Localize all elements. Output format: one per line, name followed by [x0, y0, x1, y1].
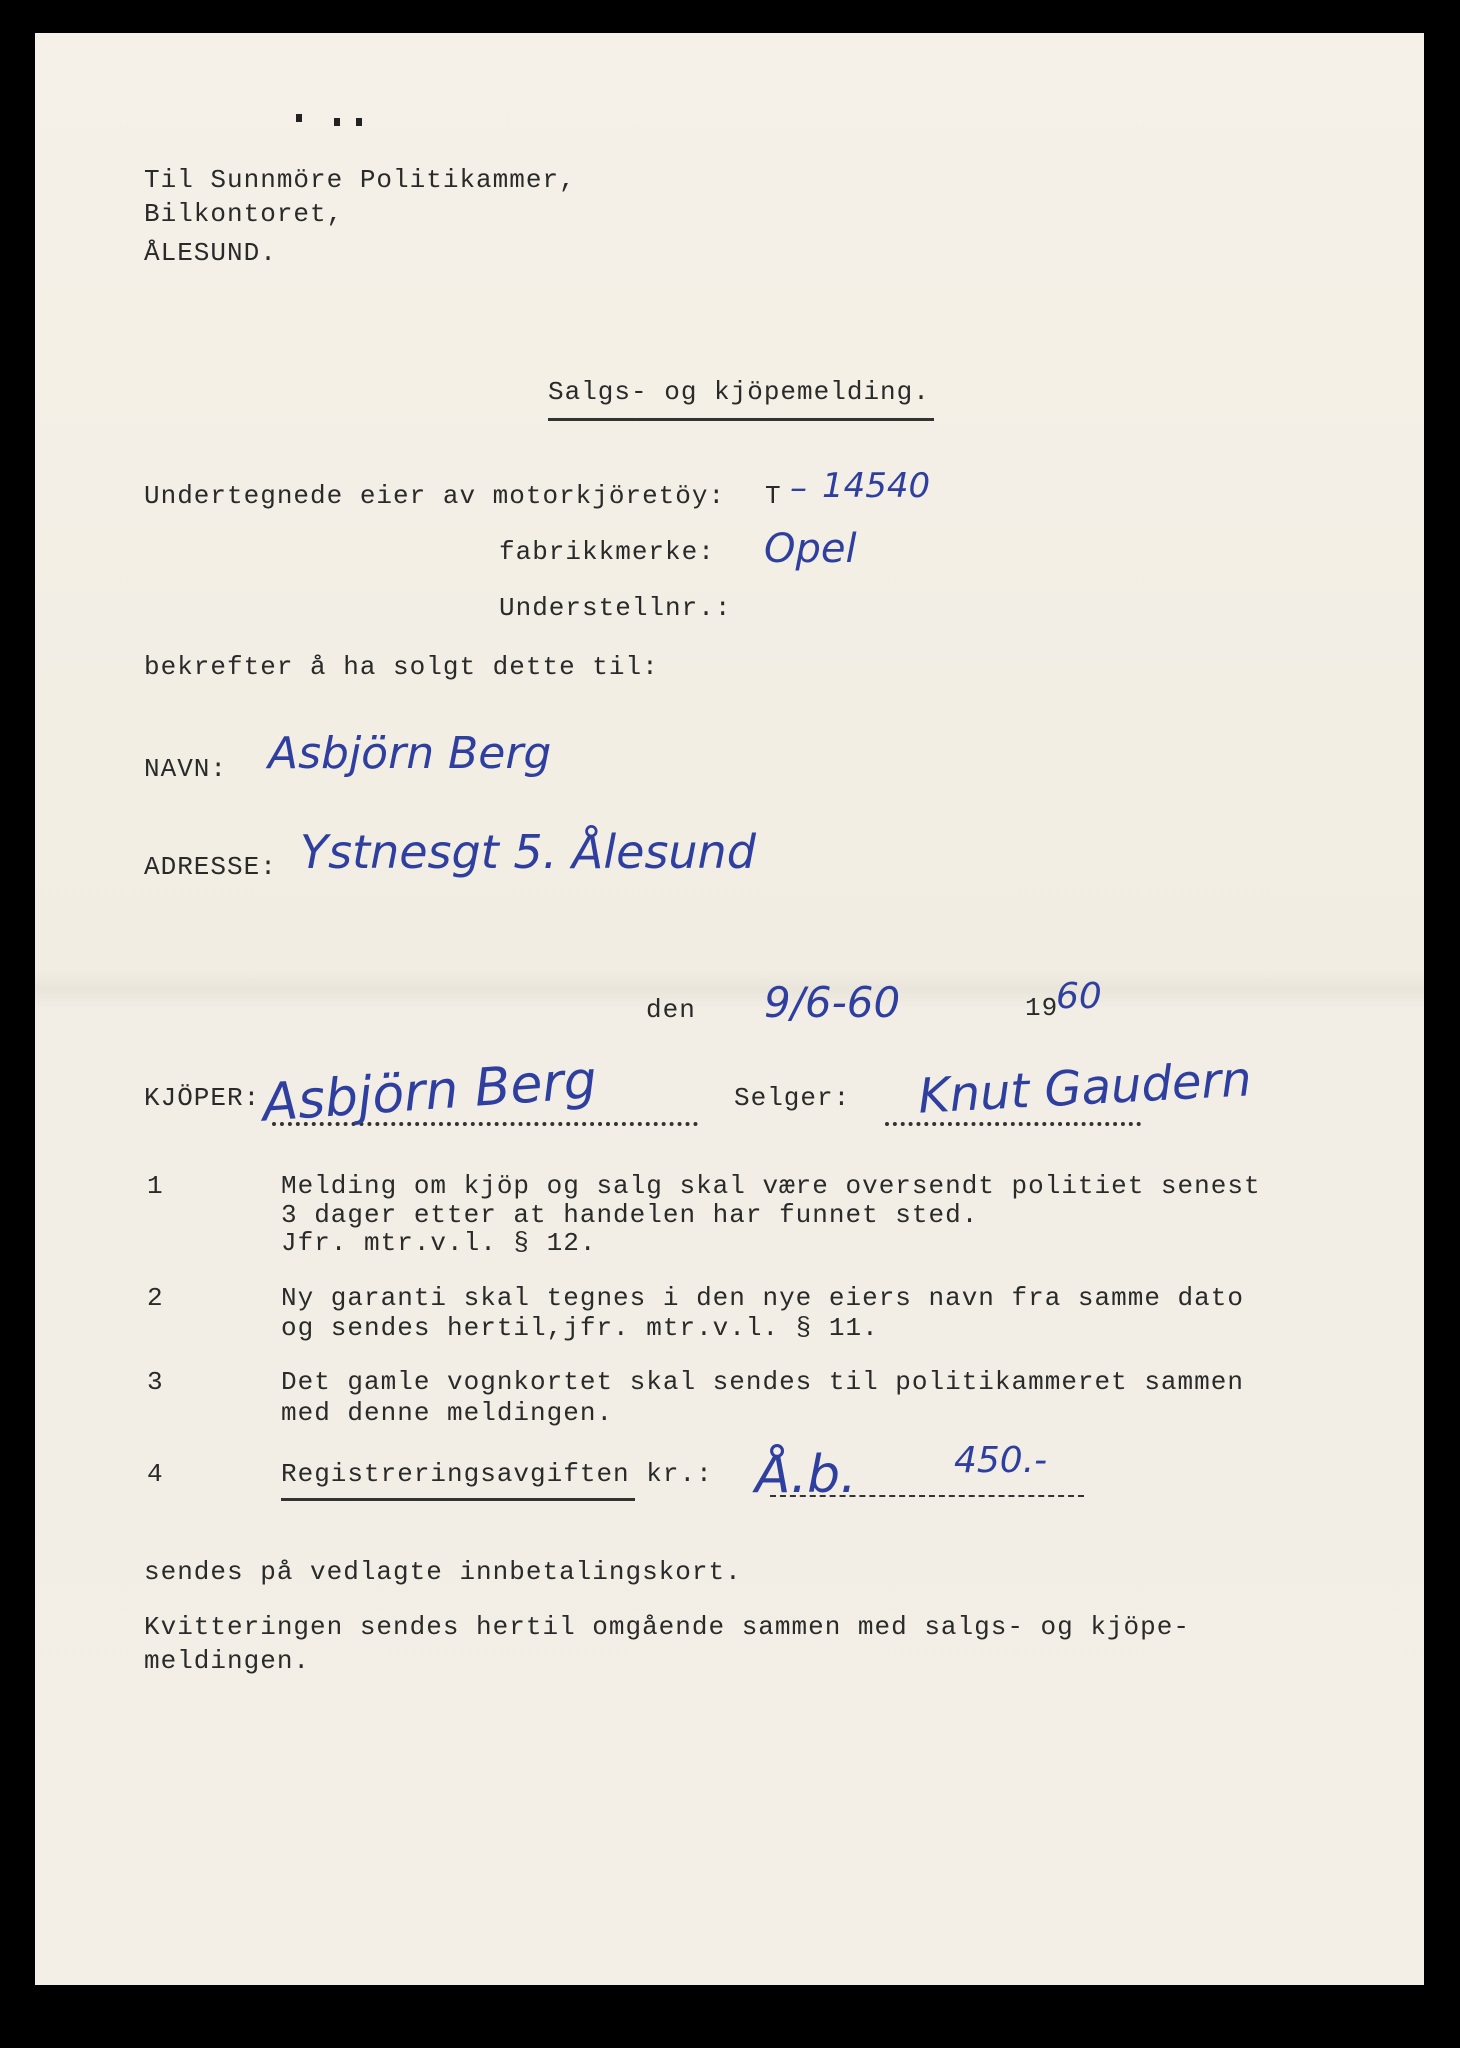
confirm-text: bekrefter å ha solgt dette til:: [144, 652, 659, 682]
rule-number: 4: [147, 1459, 164, 1489]
document-page: [35, 33, 1424, 1985]
recipient-line-1: Til Sunnmöre Politikammer,: [144, 165, 576, 195]
document-title: Salgs- og kjöpemelding.: [548, 377, 930, 407]
fee-initials: Å.b.: [755, 1445, 857, 1505]
seller-sign-label: Selger:: [734, 1083, 851, 1113]
rule-text: 3 dager etter at handelen har funnet sted.: [281, 1200, 979, 1230]
buyer-address-handwritten: Ystnesgt 5. Ålesund: [300, 825, 756, 879]
rule-text: Ny garanti skal tegnes i den nye eiers navn fra samme dato: [281, 1283, 1244, 1313]
date-handwritten: 9/6-60: [764, 978, 901, 1027]
rule-text: Det gamle vognkortet skal sendes til politikammeret sammen: [281, 1367, 1244, 1397]
seller-signature: Knut Gaudern: [916, 1051, 1253, 1125]
recipient-line-2: Bilkontoret,: [144, 199, 344, 229]
punch-mark: [356, 118, 362, 126]
chassis-label: Understellnr.:: [499, 593, 732, 623]
make-value: Opel: [764, 526, 857, 572]
rule-number: 2: [147, 1283, 164, 1313]
address-label: ADRESSE:: [144, 852, 277, 882]
date-label: den: [646, 995, 696, 1025]
fee-label: Registreringsavgiften kr.:: [281, 1459, 713, 1489]
footer-line-3: meldingen.: [144, 1646, 311, 1676]
rule-text: og sendes hertil,jfr. mtr.v.l. § 11.: [281, 1313, 879, 1343]
title-underline: [548, 418, 934, 421]
recipient-line-3: ÅLESUND.: [144, 238, 277, 268]
year-suffix-handwritten: 60: [1056, 976, 1102, 1017]
footer-line-1: sendes på vedlagte innbetalingskort.: [144, 1557, 742, 1587]
reg-prefix: T: [765, 481, 782, 511]
punch-mark: [334, 118, 340, 126]
reg-dash: –: [790, 468, 807, 508]
footer-line-2: Kvitteringen sendes hertil omgående sammen med salgs- og kjöpe-: [144, 1612, 1190, 1642]
fee-label-underline: [281, 1498, 635, 1501]
buyer-sign-label: KJÖPER:: [144, 1083, 261, 1113]
owner-label: Undertegnede eier av motorkjöretöy:: [144, 481, 726, 511]
rule-text: Melding om kjöp og salg skal være oversendt politiet senest: [281, 1171, 1261, 1201]
year-prefix: 19: [1025, 993, 1059, 1023]
make-label: fabrikkmerke:: [499, 537, 715, 567]
buyer-name-handwritten: Asbjörn Berg: [268, 728, 552, 779]
reg-number: 14540: [822, 466, 931, 506]
rule-number: 3: [147, 1367, 164, 1397]
buyer-signature: Asbjörn Berg: [260, 1050, 599, 1134]
punch-mark: [296, 114, 302, 122]
rule-number: 1: [147, 1171, 164, 1201]
rule-text: med denne meldingen.: [281, 1398, 614, 1428]
fee-amount: 450.-: [954, 1440, 1048, 1481]
rule-text: Jfr. mtr.v.l. § 12.: [281, 1228, 597, 1258]
name-label: NAVN:: [144, 754, 228, 784]
